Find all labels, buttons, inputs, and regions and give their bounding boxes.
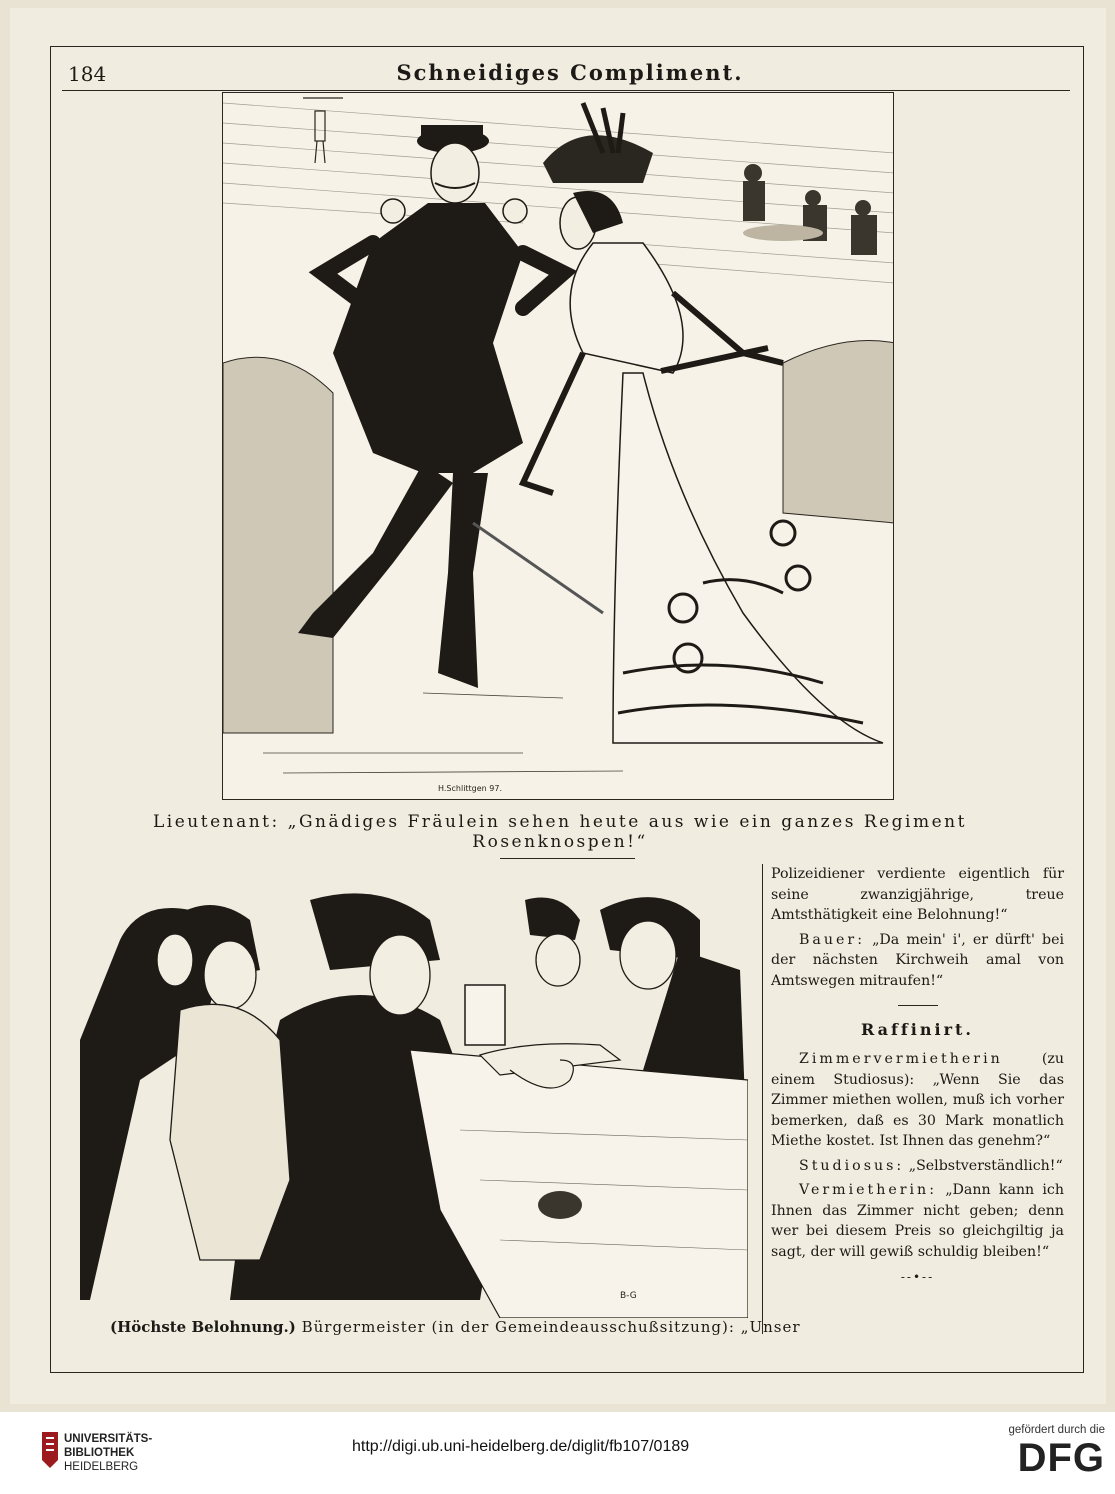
student-text: „Selbstverständlich!“ [908, 1157, 1063, 1174]
end-ornament: --•-- [900, 1270, 935, 1284]
lieutenant-drawing [223, 93, 894, 800]
lieutenant-illustration [222, 92, 894, 800]
column-paragraph-2 [771, 930, 1064, 992]
dfg-logo: DFG [1017, 1436, 1105, 1480]
footer-bar [0, 1412, 1115, 1494]
bottom-signature: B-G [620, 1291, 637, 1301]
library-logo-icon [40, 1430, 60, 1470]
column-paragraph-4 [771, 1156, 1064, 1177]
top-caption: Lieutenant: „Gnädiges Fräulein sehen heute aus wie ein ganzes Regiment Rosenknospen!“ [153, 812, 967, 852]
column-paragraph-5 [771, 1180, 1064, 1262]
peasants-illustration [80, 880, 748, 1318]
column-paragraph-3 [771, 1049, 1064, 1152]
funding-text: gefördert durch die [1008, 1424, 1105, 1436]
landlady-text: (zu einem Studiosus): „Wenn Sie das Zimmer miethen wollen, muß ich vorher bemerken, daß es 30 Mark monatlich Miethe kostet. Ist Ihnen das genehm?“ [771, 1051, 1064, 1149]
speaker-landlady-2: Vermietherin: [799, 1182, 937, 1198]
right-text-column [762, 864, 1064, 1334]
landlady-reply-text: „Dann kann ich Ihnen das Zimmer nicht geben; denn wer bei diesem Preis so gleichgiltig ja sagt, der will gewiß schuldig bleiben!“ [771, 1182, 1064, 1260]
library-name [64, 1432, 152, 1474]
column-paragraph-1: Polizeidiener verdiente eigentlich für seine zwanzigjährige, treue Amtsthätigkeit eine Belohnung!“ [771, 866, 1064, 923]
section-heading: Raffinirt. [861, 1020, 974, 1039]
separator-rule [500, 858, 635, 859]
peasants-drawing [80, 880, 748, 1318]
speaker-student: Studiosus: [799, 1157, 905, 1174]
library-line-1: UNIVERSITÄTS- [64, 1433, 153, 1445]
speaker-landlady: Zimmervermietherin [799, 1051, 1003, 1067]
bottom-caption-label: (Höchste Belohnung.) [110, 1318, 296, 1336]
heading-rule [898, 1005, 938, 1006]
speaker-bauer: Bauer: [799, 931, 865, 948]
permalink-url[interactable]: http://digi.ub.uni-heidelberg.de/diglit/fb107/0189 [352, 1438, 690, 1455]
library-line-2: BIBLIOTHEK [64, 1447, 135, 1459]
title-rule [62, 90, 1070, 91]
funder-block [970, 1424, 1105, 1480]
library-line-3: HEIDELBERG [64, 1461, 139, 1473]
bottom-caption-text: Bürgermeister (in der Gemeindeausschußsitzung): „Unser [301, 1318, 801, 1336]
running-title: Schneidiges Compliment. [396, 60, 744, 85]
bottom-caption [110, 1318, 801, 1336]
bauer-text: „Da mein' i', er dürft' bei der nächsten Kirchweih amal von Amtswegen mitraufen!“ [771, 931, 1065, 989]
top-signature: H.Schlittgen 97. [438, 784, 503, 793]
page-number: 184 [68, 62, 107, 86]
